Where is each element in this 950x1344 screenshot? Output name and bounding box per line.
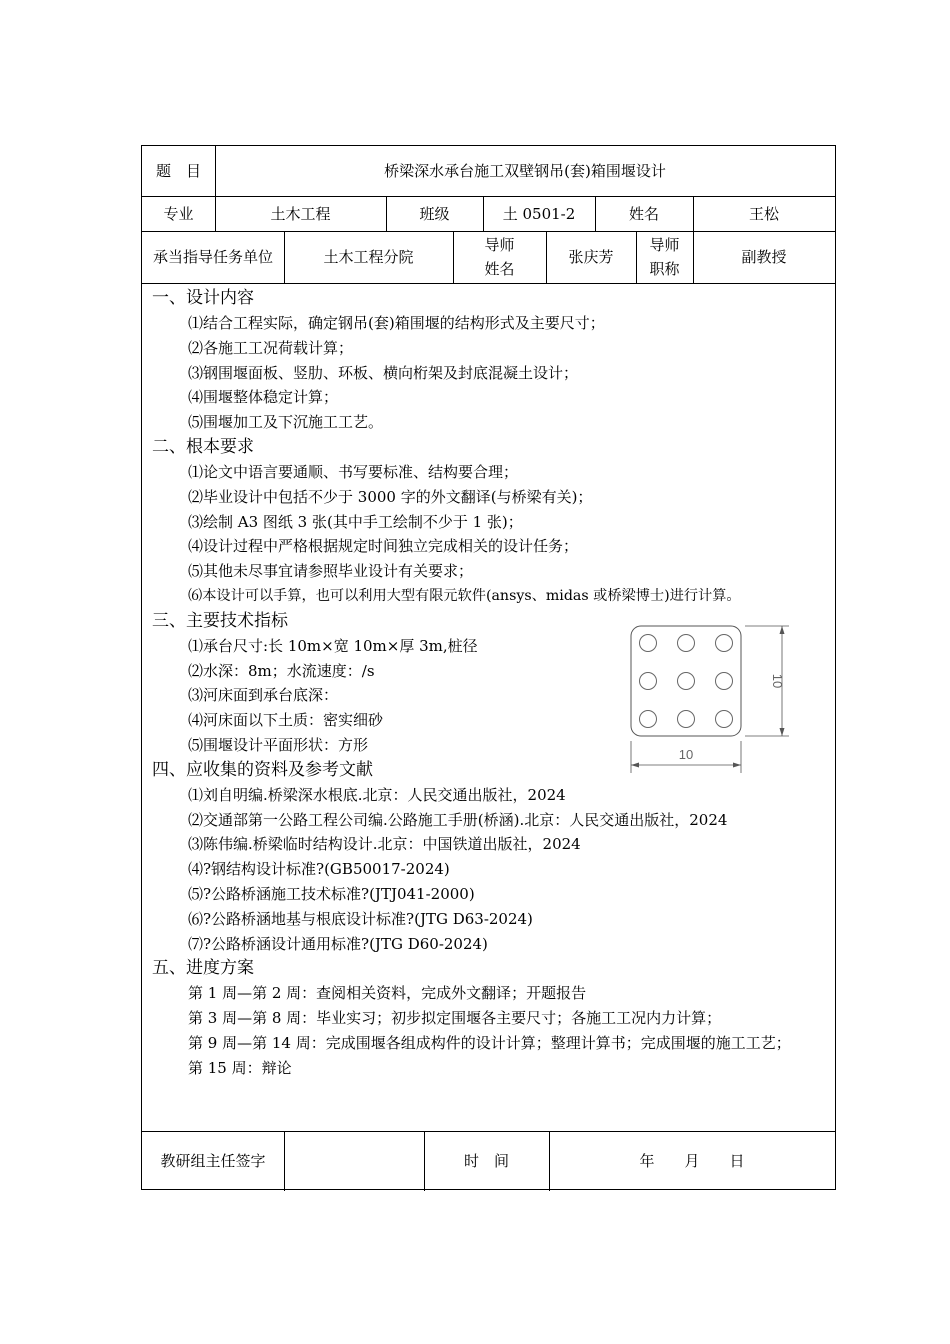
pile-layout-diagram [627, 623, 827, 783]
list-item: ⑴承台尺寸:长 10m×宽 10m×厚 3m,桩径 [188, 636, 478, 655]
list-item: ⑸围堰设计平面形状：方形 [188, 735, 369, 754]
sign-label: 教研组主任签字 [160, 1152, 266, 1170]
pile-circle [678, 635, 695, 652]
list-item: ⑸围堰加工及下沉施工工艺。 [188, 413, 384, 432]
time-label: 时 间 [463, 1152, 509, 1170]
date-field[interactable]: 年 月 日 [639, 1152, 745, 1170]
topic-value: 桥梁深水承台施工双壁钢吊(套)箱围堰设计 [384, 162, 666, 180]
list-item: ⑷设计过程中严格根据规定时间独立完成相关的设计任务； [188, 537, 579, 556]
major-value: 土木工程 [270, 204, 331, 223]
dim-label-vertical: 10 [770, 673, 785, 689]
list-item: ⑷河床面以下土质：密实细砂 [188, 711, 384, 730]
section-title: 一、设计内容 [152, 288, 254, 308]
advisor-name-value: 张庆芳 [568, 248, 614, 266]
name-value: 王松 [748, 204, 779, 223]
row-divider [142, 283, 835, 284]
list-item: ⑺?公路桥涵设计通用标准?(JTG D60-2024) [188, 934, 488, 953]
pile-circle [716, 673, 733, 690]
pile-circle [640, 711, 657, 728]
list-item: ⑶绘制 A3 图纸 3 张(其中手工绘制不少于 1 张)； [188, 512, 523, 531]
list-item: ⑶河床面到承台底深： [188, 686, 339, 705]
task-form [141, 145, 836, 1190]
list-item: ⑷围堰整体稳定计算； [188, 388, 339, 407]
name-label: 姓名 [628, 204, 659, 223]
list-item: ⑹本设计可以手算，也可以利用大型有限元软件(ansys、midas 或桥梁博士)进行计算。 [188, 587, 741, 604]
advisor-name-label [453, 231, 546, 283]
list-item: ⑸?公路桥涵施工技术标准?(JTJ041-2000) [188, 884, 475, 903]
arrow-icon [780, 728, 785, 736]
schedule-item: 第 1 周—第 2 周：查阅相关资料，完成外文翻译；开题报告 [188, 984, 587, 1003]
advisor-title-label [636, 231, 693, 283]
pile-circle [678, 711, 695, 728]
unit-value: 土木工程分院 [323, 248, 414, 266]
arrow-icon [733, 763, 741, 768]
pile-circle [640, 673, 657, 690]
arrow-icon [780, 626, 785, 634]
list-item: ⑴论文中语言要通顺、书写要标准、结构要合理； [188, 462, 519, 481]
section-title: 四、应收集的资料及参考文献 [152, 759, 373, 780]
advisor-label-line2: 姓名 [484, 260, 515, 278]
advisor-title-value: 副教授 [741, 248, 787, 266]
section-title: 二、根本要求 [152, 436, 254, 457]
schedule-item: 第 3 周—第 8 周：毕业实习；初步拟定围堰各主要尺寸；各施工工况内力计算； [188, 1009, 722, 1028]
schedule-item: 第 9 周—第 14 周：完成围堰各组成构件的设计计算；整理计算书；完成围堰的施工工艺； [188, 1034, 791, 1053]
pile-circle [716, 635, 733, 652]
list-item: ⑵交通部第一公路工程公司编.公路施工手册(桥涵).北京：人民交通出版社，2024 [188, 810, 728, 829]
list-item: ⑵毕业设计中包括不少于 3000 字的外文翻译(与桥梁有关)； [188, 487, 593, 506]
sign-value[interactable] [284, 1131, 424, 1191]
list-item: ⑶陈伟编.桥梁临时结构设计.北京：中国铁道出版社，2024 [188, 835, 581, 854]
unit-label: 承当指导任务单位 [152, 248, 273, 266]
list-item: ⑵各施工工况荷载计算； [188, 338, 354, 357]
list-item: ⑵水深：8m；水流速度：/s [188, 661, 375, 680]
schedule-item: 第 15 周：辩论 [188, 1059, 292, 1078]
list-item: ⑶钢围堰面板、竖肋、环板、横向桁架及封底混凝土设计； [188, 363, 579, 382]
pile-circle [640, 635, 657, 652]
list-item: ⑹?公路桥涵地基与根底设计标准?(JTG D63-2024) [188, 909, 533, 928]
list-item: ⑸其他未尽事宜请参照毕业设计有关要求； [188, 562, 474, 581]
pile-group [640, 635, 733, 728]
advisor-label-line1: 导师 [484, 236, 515, 254]
major-label: 专业 [163, 204, 194, 223]
class-value: 土 0501-2 [502, 204, 576, 223]
title-label-line2: 职称 [649, 260, 680, 278]
list-item: ⑴刘自明编.桥梁深水根底.北京：人民交通出版社，2024 [188, 785, 566, 804]
pile-circle [716, 711, 733, 728]
topic-label: 题 目 [155, 162, 201, 180]
section-title: 三、主要技术指标 [152, 610, 288, 631]
dim-label-horizontal: 10 [678, 747, 694, 762]
arrow-icon [631, 763, 639, 768]
section-title: 五、进度方案 [152, 958, 254, 979]
cap-outline [631, 626, 741, 736]
list-item: ⑷?钢结构设计标准?(GB50017-2024) [188, 860, 450, 879]
list-item: ⑴结合工程实际，确定钢吊(套)箱围堰的结构形式及主要尺寸； [188, 314, 605, 332]
class-label: 班级 [419, 204, 450, 223]
title-label-line1: 导师 [649, 236, 680, 254]
pile-circle [678, 673, 695, 690]
